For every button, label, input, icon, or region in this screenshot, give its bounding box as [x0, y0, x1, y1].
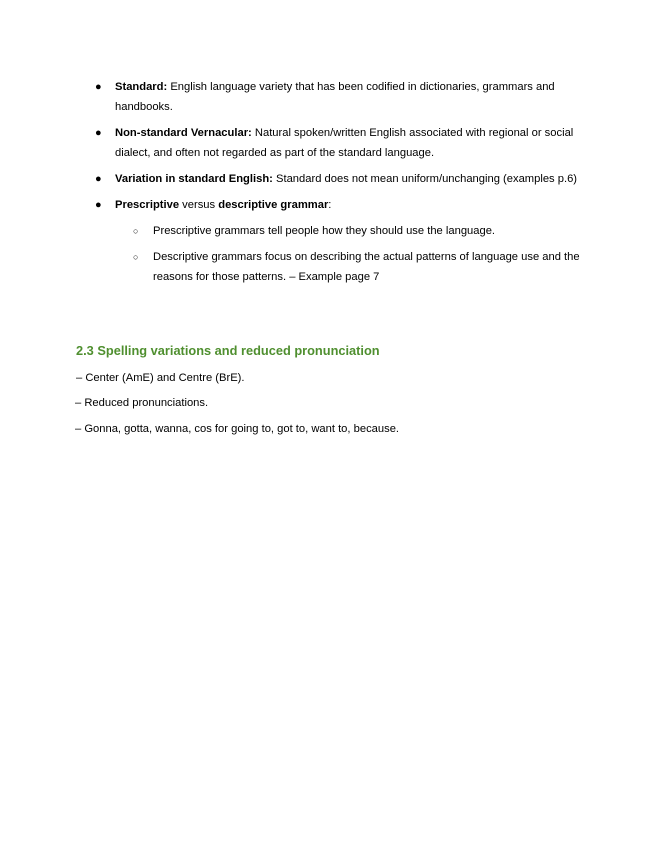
term-standard: Standard:	[115, 81, 168, 93]
bullet-marker: ●	[95, 81, 102, 93]
grammar-sublist	[115, 221, 590, 287]
section-line-1: – Center (AmE) and Centre (BrE).	[76, 372, 245, 384]
list-item-variation	[95, 169, 590, 189]
bullet-marker: ●	[95, 127, 102, 139]
list-item-grammar	[95, 195, 590, 287]
section-line-3: – Gonna, gotta, wanna, cos for going to, got to, want to, because.	[75, 423, 400, 435]
list-item-standard	[95, 77, 590, 117]
connector-versus: versus	[179, 199, 219, 211]
bullet-marker: ●	[95, 173, 102, 185]
sub-bullet-marker: ○	[133, 226, 139, 236]
sub-text-prescriptive: Prescriptive grammars tell people how they should use the language.	[153, 225, 496, 237]
term-prescriptive: Prescriptive	[115, 199, 180, 211]
definition-standard: English language variety that has been codified in dictionaries, grammars and handbooks.	[115, 81, 555, 113]
section-line-2: – Reduced pronunciations.	[75, 397, 209, 409]
sub-bullet-marker: ○	[133, 252, 139, 262]
definition-variation: Standard does not mean uniform/unchanging (examples p.6)	[272, 173, 578, 185]
sub-item-descriptive	[115, 247, 590, 287]
term-variation: Variation in standard English:	[115, 173, 273, 185]
term-descriptive: descriptive grammar	[218, 199, 329, 211]
sub-item-prescriptive	[115, 221, 590, 241]
sub-text-descriptive: Descriptive grammars focus on describing the actual patterns of language use and the reasons for those patterns. – Example page 7	[153, 251, 580, 283]
definition-list	[95, 77, 590, 293]
definition-non-standard: Natural spoken/written English associated with regional or social dialect, and often not regarded as part of the standard language.	[115, 127, 574, 159]
bullet-marker: ●	[95, 199, 102, 211]
colon: :	[328, 199, 332, 211]
list-item-non-standard	[95, 123, 590, 163]
section-heading: 2.3 Spelling variations and reduced pronunciation	[76, 343, 380, 358]
term-non-standard: Non-standard Vernacular:	[115, 127, 252, 139]
